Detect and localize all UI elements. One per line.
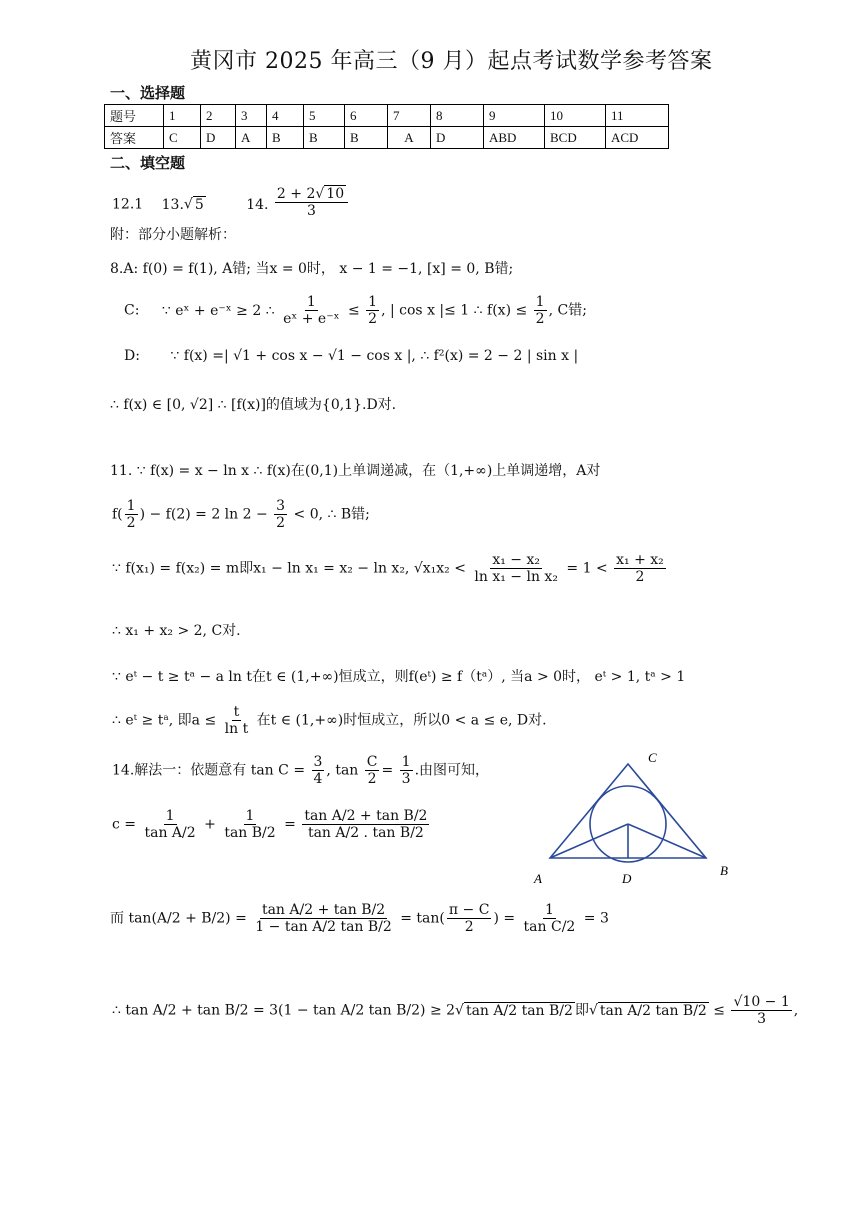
- answer-13-radicand: 5: [194, 196, 204, 213]
- answer-14-fraction: $\frac{2 + 2√ 10}{3}$: [275, 186, 348, 219]
- table-row: [105, 105, 669, 127]
- table-cell: 答案: [105, 127, 164, 149]
- fraction: $\frac{1}{\text{tan C/2}}$: [523, 902, 576, 936]
- fraction: $\frac{\pi - C}{2}$: [448, 902, 490, 936]
- table-cell: B: [345, 127, 388, 149]
- fraction: $\frac{1}{2}$: [368, 294, 378, 328]
- table-row: [105, 127, 669, 149]
- s8-line-last: ∴ f(x) ∈ [0, √2] ∴ [f(x)]的值域为{0,1}.D对.: [110, 397, 397, 413]
- s8-d-text: ∵ f(x) =| √1 + cos x − √1 − cos x |, ∴ f²(x) = 2 − 2 | sin x |: [170, 348, 579, 364]
- fraction: $\frac{1}{3}$: [401, 754, 411, 788]
- table-cell: 题号: [105, 105, 164, 127]
- table-cell: 11: [606, 105, 669, 127]
- triangle-incircle-figure: [520, 740, 750, 900]
- fraction: $\frac{1}{2}$: [126, 498, 136, 532]
- fraction: $\frac{√10 - 1}{3}$: [733, 994, 790, 1028]
- answer-13-prefix: 13.: [161, 196, 184, 213]
- table-cell: 3: [236, 105, 267, 127]
- table-cell: ACD: [606, 127, 669, 149]
- page-title: 黄冈市 2025 年高三（9 月）起点考试数学参考答案: [190, 49, 713, 74]
- s8-line-d: [124, 348, 578, 364]
- table-cell: ABD: [484, 127, 545, 149]
- label-point-d: D: [622, 871, 632, 886]
- answer-12: 12.1: [112, 196, 144, 213]
- table-cell: A: [236, 127, 267, 149]
- label-vertex-b: B: [720, 863, 728, 878]
- label-vertex-a: A: [534, 871, 542, 886]
- s14-line3: 而 tan(A/2 + B/2) = $\frac{\text{tan A/2 + tan B/2}}{\text{1 − tan A/2 tan B/2}}$ = tan( $\frac{\pi - C}{2}$ ) = $\frac{1}{\text{tan C/2}}$ = 3: [110, 902, 609, 936]
- label-vertex-c: C: [648, 750, 657, 765]
- s14-line2: c = $\frac{1}{\text{tan A/2}}$ + $\frac{1}{\text{tan B/2}}$ = $\frac{\text{tan A/2 + tan B/2}}{\text{tan A/2 . tan B/2}}$: [112, 808, 428, 842]
- section-heading-fill: 二、填空题: [110, 154, 186, 172]
- s8-c-pre: ∵ eˣ + e⁻ˣ ≥ 2 ∴: [161, 302, 275, 319]
- answer-table: [104, 104, 669, 149]
- s14-line1: 14.解法一：依题意有 tan C = $\frac{3}{4}$ , tan $\frac{C}{2}$ = $\frac{1}{3}$ .由图可知，: [112, 754, 490, 788]
- table-cell: 4: [267, 105, 304, 127]
- fraction: $\frac{\text{x₁ + x₂}}{2}$: [616, 552, 664, 586]
- appendix-note: 附：部分小题解析：: [110, 227, 236, 243]
- fill-answers: [112, 188, 350, 221]
- fraction: $\frac{3}{2}$: [276, 498, 286, 532]
- fraction: $\frac{C}{2}$: [366, 754, 378, 788]
- table-cell: D: [431, 127, 484, 149]
- s11-line5: ∵ eᵗ − t ≥ tᵃ − a ln t在t ∈ (1,+∞)恒成立，则f(eᵗ) ≥ f（tᵃ）, 当a > 0时， eᵗ > 1, tᵃ > 1: [112, 669, 686, 685]
- fraction: $\frac{1}{2}$: [535, 294, 545, 328]
- table-cell: 10: [545, 105, 606, 127]
- table-cell: 2: [201, 105, 236, 127]
- fraction: $\frac{\text{tan A/2 + tan B/2}}{\text{tan A/2 . tan B/2}}$: [304, 808, 428, 842]
- table-cell: 5: [304, 105, 345, 127]
- sqrt-symbol: √: [183, 196, 193, 213]
- fraction: $\frac{1}{\text{tan A/2}}$: [144, 808, 196, 842]
- s8-line1: 8.A: f(0) = f(1), A错; 当x = 0时， x − 1 = −1, [x] = 0, B错;: [110, 261, 514, 277]
- s14-line4: ∴ tan A/2 + tan B/2 = 3(1 − tan A/2 tan B/2) ≥ 2√ tan A/2 tan B/2 即√ tan A/2 tan B/2 ≤ $\frac{√10 - 1}{3}$ ,: [112, 994, 799, 1028]
- table-cell: C: [164, 127, 201, 149]
- figure-lines: [550, 764, 706, 862]
- table-cell: 1: [164, 105, 201, 127]
- s11-line2: f( $\frac{1}{2}$ ) − f(2) = 2 ln 2 − $\frac{3}{2}$ < 0, ∴ B错;: [112, 498, 370, 532]
- s11-line6: ∴ eᵗ ≥ tᵃ, 即a ≤ $\frac{t}{\text{ln t}}$ 在t ∈ (1,+∞)时恒成立，所以0 < a ≤ e, D对.: [112, 704, 547, 738]
- table-cell: A: [388, 127, 431, 149]
- label-d: D:: [124, 348, 140, 364]
- answer-14-den: 3: [307, 203, 316, 220]
- line-a-to-center: [550, 824, 628, 858]
- answer-14-radicand: 10: [326, 186, 345, 202]
- table-cell: B: [267, 127, 304, 149]
- s11-line3: ∵ f(x₁) = f(x₂) = m即x₁ − ln x₁ = x₂ − ln x₂, √x₁x₂ < $\frac{\text{x₁ − x₂}}{\text{ln x₁ − ln x₂}}$ = 1 < $\frac{\text{x₁ + x₂}}{2}$: [112, 552, 664, 586]
- fraction: $\frac{\text{tan A/2 + tan B/2}}{\text{1 − tan A/2 tan B/2}}$: [255, 902, 392, 936]
- section-heading-choice: 一、选择题: [110, 84, 186, 102]
- table-cell: 6: [345, 105, 388, 127]
- answer-14-prefix: 14.: [246, 196, 269, 213]
- table-cell: 7: [388, 105, 431, 127]
- s8-line-c: C: ∵ eˣ + e⁻ˣ ≥ 2 ∴ $\frac{1}{\text{eˣ + e⁻ˣ}}$ ≤ $\frac{1}{2}$ , | cos x |≤ 1 ∴ f(x) ≤ $\frac{1}{2}$ , C错;: [124, 294, 587, 328]
- table-cell: 8: [431, 105, 484, 127]
- s11-line4: ∴ x₁ + x₂ > 2, C对.: [112, 623, 241, 639]
- fraction: $\frac{3}{4}$: [313, 754, 323, 788]
- table-cell: BCD: [545, 127, 606, 149]
- fraction: $\frac{t}{\text{ln t}}$: [224, 704, 249, 738]
- label-c: C:: [124, 302, 140, 319]
- answer-14-num: 2 + 2: [276, 186, 316, 202]
- fraction: $\frac{1}{\text{eˣ + e⁻ˣ}}$: [283, 294, 340, 328]
- table-cell: B: [304, 127, 345, 149]
- table-cell: 9: [484, 105, 545, 127]
- line-b-to-center: [628, 824, 706, 858]
- fraction: $\frac{\text{x₁ − x₂}}{\text{ln x₁ − ln x₂}}$: [474, 552, 558, 586]
- s11-line1: 11. ∵ f(x) = x − ln x ∴ f(x)在(0,1)上单调递减，在（1,+∞)上单调递增，A对: [110, 463, 601, 479]
- fraction: $\frac{1}{\text{tan B/2}}$: [224, 808, 276, 842]
- table-cell: D: [201, 127, 236, 149]
